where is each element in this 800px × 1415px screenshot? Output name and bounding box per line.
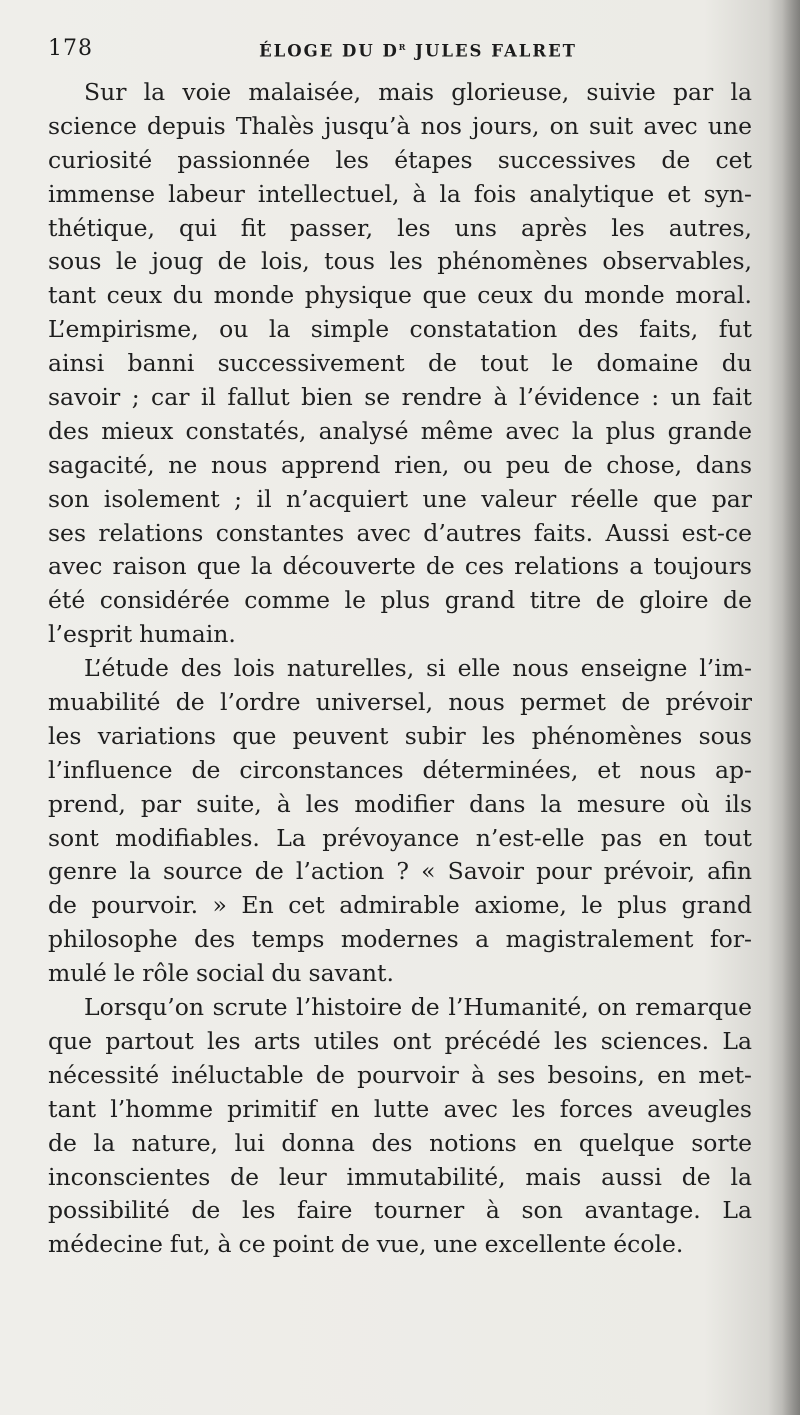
- paragraph: [48, 652, 752, 991]
- running-title-part2: JULES FALRET: [407, 41, 577, 61]
- text-line: Lorsqu’on scrute l’histoire de l’Humanité, on remarque: [84, 993, 752, 1022]
- paragraph: [48, 76, 752, 652]
- page-edge-shadow: [782, 0, 800, 1415]
- text-line: L’empirisme, ou la simple constatation des faits, fut: [48, 315, 752, 344]
- text-line: inconscientes de leur immutabilité, mais aussi de la: [48, 1162, 752, 1191]
- text-line: l’esprit humain.: [48, 620, 236, 649]
- text-line: sagacité, ne nous apprend rien, ou peu de chose, dans: [48, 450, 752, 479]
- text-line: Sur la voie malaisée, mais glorieuse, suivie par la: [84, 78, 752, 106]
- running-title: [208, 40, 628, 61]
- text-line: tant ceux du monde physique que ceux du monde moral.: [48, 281, 752, 310]
- text-line: curiosité passionnée les étapes successives de cet: [48, 145, 752, 174]
- text-line: ainsi banni successivement de tout le domaine du: [48, 349, 752, 378]
- text-line: été considérée comme le plus grand titre de gloire de: [48, 586, 752, 615]
- text-line: son isolement ; il n’acquiert une valeur réelle que par: [48, 484, 752, 513]
- text-line: avec raison que la découverte de ces relations a toujours: [48, 552, 752, 581]
- text-line: médecine fut, à ce point de vue, une excellente école.: [48, 1230, 684, 1259]
- text-line: les variations que peuvent subir les phénomènes sous: [48, 721, 752, 750]
- text-line: thétique, qui fit passer, les uns après les autres,: [48, 213, 752, 242]
- text-line: ses relations constantes avec d’autres faits. Aussi est-ce: [48, 518, 752, 547]
- running-title-part1: ÉLOGE DU D: [259, 41, 399, 61]
- text-line: mulé le rôle social du savant.: [48, 959, 394, 988]
- text-line: savoir ; car il fallut bien se rendre à l’évidence : un fait: [48, 383, 752, 412]
- text-line: philosophe des temps modernes a magistralement for-: [48, 925, 752, 954]
- text-line: de la nature, lui donna des notions en quelque sorte: [48, 1128, 752, 1157]
- text-line: genre la source de l’action ? « Savoir pour prévoir, afin: [48, 857, 752, 886]
- page-header: [48, 36, 752, 66]
- text-line: science depuis Thalès jusqu’à nos jours, on suit avec une: [48, 111, 752, 140]
- text-line: L’étude des lois naturelles, si elle nous enseigne l’im-: [84, 654, 752, 683]
- running-title-superscript: r: [398, 40, 408, 53]
- paragraph: [48, 991, 752, 1262]
- text-line: nécessité inéluctable de pourvoir à ses besoins, en met-: [48, 1060, 752, 1089]
- paragraphs: [48, 76, 752, 1262]
- text-line: que partout les arts utiles ont précédé les sciences. La: [48, 1026, 752, 1055]
- text-line: sont modifiables. La prévoyance n’est-elle pas en tout: [48, 823, 752, 852]
- page-number: 178: [48, 36, 93, 61]
- text-line: possibilité de les faire tourner à son avantage. La: [48, 1196, 752, 1225]
- text-line: muabilité de l’ordre universel, nous permet de prévoir: [48, 688, 752, 717]
- text-line: tant l’homme primitif en lutte avec les forces aveugles: [48, 1094, 752, 1123]
- text-line: sous le joug de lois, tous les phénomènes observables,: [48, 247, 752, 276]
- body-text: [48, 76, 752, 1262]
- text-line: des mieux constatés, analysé même avec la plus grande: [48, 416, 752, 445]
- text-line: immense labeur intellectuel, à la fois analytique et syn-: [48, 179, 752, 208]
- text-line: de pourvoir. » En cet admirable axiome, le plus grand: [48, 891, 752, 920]
- text-line: prend, par suite, à les modifier dans la mesure où ils: [48, 789, 752, 818]
- text-line: l’influence de circonstances déterminées, et nous ap-: [48, 755, 752, 784]
